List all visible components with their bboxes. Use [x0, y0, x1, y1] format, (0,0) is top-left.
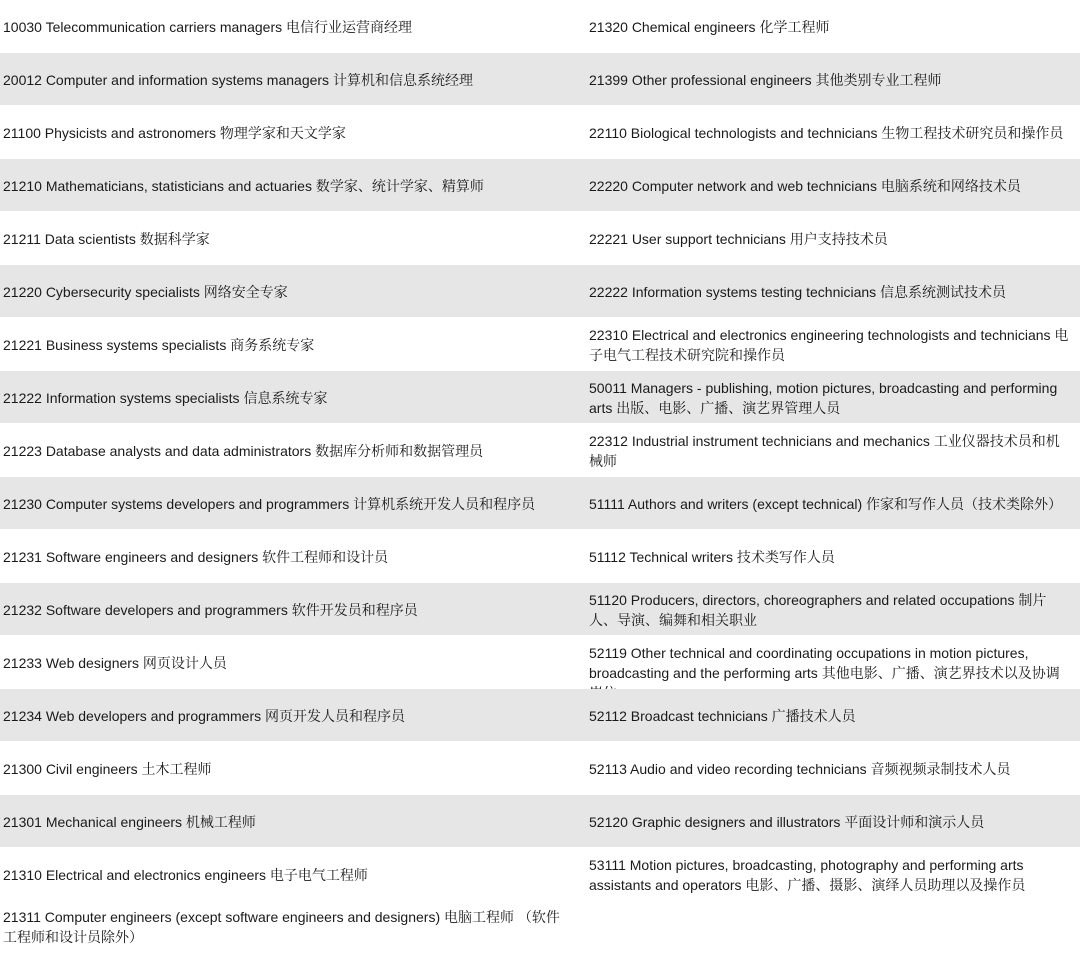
table-row [0, 795, 1080, 848]
table-cell-right: 21399 Other professional engineers 其他类别专业工程师 [589, 71, 942, 88]
table-cell-right: 51111 Authors and writers (except technical) 作家和写作人员（技术类除外） [589, 495, 1063, 512]
table-row [0, 53, 1080, 106]
table-row [0, 0, 1080, 53]
table-cell-left: 21231 Software engineers and designers 软件工程师和设计员 [3, 548, 389, 565]
table-cell-right: 22220 Computer network and web technicians 电脑系统和网络技术员 [589, 177, 1021, 194]
table-cell-left: 21311 Computer engineers (except software engineers and designers) 电脑工程师 （软件工程师和设计员除外） [3, 908, 560, 945]
table-row [0, 106, 1080, 159]
table-cell-left: 21300 Civil engineers 土木工程师 [3, 760, 212, 777]
table-cell-right: 53111 Motion pictures, broadcasting, photography and performing arts assistants and operators 电影、广播、摄影、演绎人员助理以及操作员 [589, 856, 1026, 893]
table-cell-right: 22110 Biological technologists and technicians 生物工程技术研究员和操作员 [589, 124, 1064, 141]
table-cell-left: 21221 Business systems specialists 商务系统专家 [3, 336, 315, 353]
table-row [0, 742, 1080, 795]
table-row [0, 477, 1080, 530]
table-row [0, 583, 1080, 636]
table-cell-left: 21100 Physicists and astronomers 物理学家和天文学家 [3, 124, 346, 141]
table-cell-left: 21310 Electrical and electronics engineers 电子电气工程师 [3, 866, 368, 883]
table-cell-right: 52120 Graphic designers and illustrators 平面设计师和演示人员 [589, 813, 985, 830]
table-cell-right: 22310 Electrical and electronics engineering technologists and technicians 电子电气工程技术研究院和操作员 [589, 326, 1069, 363]
table-cell-right: 51112 Technical writers 技术类写作人员 [589, 548, 835, 565]
table-cell-right: 22221 User support technicians 用户支持技术员 [589, 230, 888, 247]
table-cell-left: 21233 Web designers 网页设计人员 [3, 654, 227, 671]
table-cell-left: 21222 Information systems specialists 信息系统专家 [3, 389, 328, 406]
table-cell-left: 21220 Cybersecurity specialists 网络安全专家 [3, 283, 288, 300]
table-cell-right: 51120 Producers, directors, choreographers and related occupations 制片人、导演、编舞和相关职业 [589, 591, 1047, 628]
table-row [0, 159, 1080, 212]
table-cell-right: 52112 Broadcast technicians 广播技术人员 [589, 707, 856, 724]
table-cell-left: 21211 Data scientists 数据科学家 [3, 230, 210, 247]
table-cell-left: 21301 Mechanical engineers 机械工程师 [3, 813, 256, 830]
table-cell-left: 10030 Telecommunication carriers managers 电信行业运营商经理 [3, 18, 412, 35]
table-row [0, 212, 1080, 265]
table-cell-right: 50011 Managers - publishing, motion pictures, broadcasting and performing arts 出版、电影、广播、演艺界管理人员 [589, 379, 1058, 416]
table-cell-left: 21230 Computer systems developers and programmers 计算机系统开发人员和程序员 [3, 495, 536, 512]
table-cell-right: 22312 Industrial instrument technicians and mechanics 工业仪器技术员和机械师 [589, 432, 1060, 469]
table-cell-left: 21210 Mathematicians, statisticians and actuaries 数学家、统计学家、精算师 [3, 177, 484, 194]
table-cell-left: 21223 Database analysts and data administrators 数据库分析师和数据管理员 [3, 442, 484, 459]
table-row [0, 900, 1080, 953]
table-cell-left: 20012 Computer and information systems managers 计算机和信息系统经理 [3, 71, 473, 88]
table-row [0, 636, 1080, 689]
table-cell-left: 21232 Software developers and programmers 软件开发员和程序员 [3, 601, 418, 618]
table-row [0, 530, 1080, 583]
table-cell-left: 21234 Web developers and programmers 网页开发人员和程序员 [3, 707, 406, 724]
table-row [0, 848, 1080, 901]
table-cell-right: 52119 Other technical and coordinating occupations in motion pictures, broadcasting and the performing arts 其他电影、广播、演艺界技术以及协调 [589, 645, 1060, 681]
table-row [0, 424, 1080, 477]
table-row [0, 689, 1080, 742]
table-row [0, 371, 1080, 424]
table-cell-right [589, 900, 1077, 953]
table-row [0, 318, 1080, 371]
table-row [0, 265, 1080, 318]
table-cell-right: 21320 Chemical engineers 化学工程师 [589, 18, 830, 35]
table-cell-right: 52113 Audio and video recording technicians 音频视频录制技术人员 [589, 760, 1011, 777]
table-cell-right: 22222 Information systems testing technicians 信息系统测试技术员 [589, 283, 1007, 300]
